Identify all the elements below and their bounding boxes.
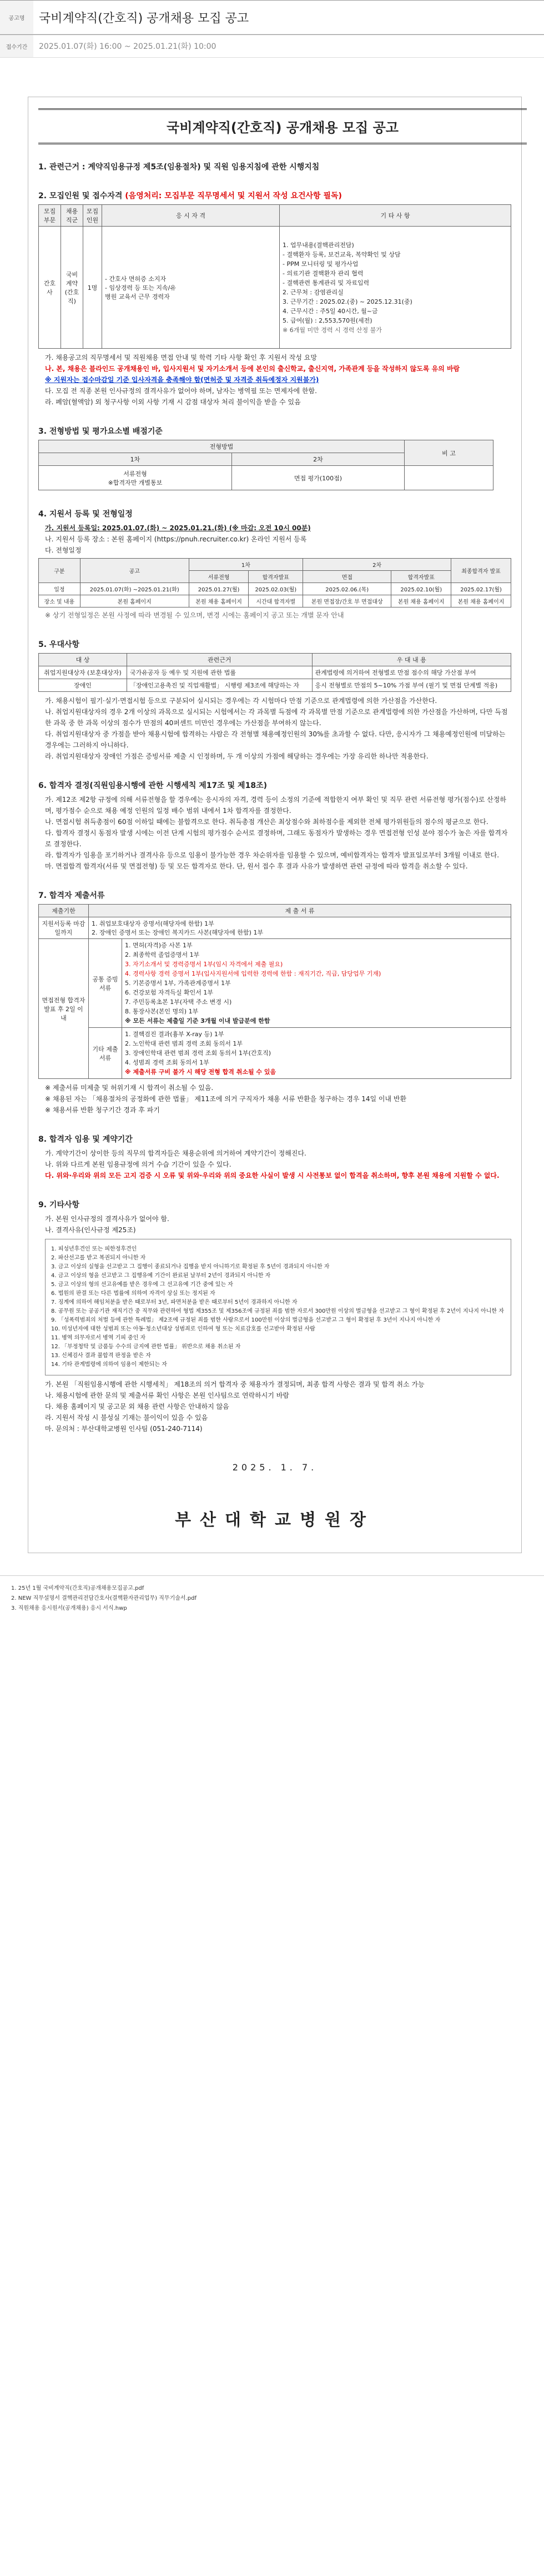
section-heading: 5. 우대사항	[38, 640, 80, 649]
title-label: 공고명	[0, 1, 33, 34]
section-pass-decision: 6. 합격자 결정(직원임용시행에 관한 시행세칙 제17조 및 제18조) 가. 제12조 제2항 규정에 의해 서류전형을 할 경우에는 응시자의 자격, 경력 등이 소정의 기준에 적합한지 여부 확인 및 직무 관련 서류전형 평가(점수)로 산정하며, 평가점수 순으로 채용 예정 인원의 일정 배수 범위 내에서 1차 합격자를 결정한다. 나. 면접시험 취득총점이 60점 이하일 때에는 불합격으로 한다. 취득총점 개산은 최상점수와 최하점수를 제외한 전체 평가위원들의 점수의 평균으로 한다. 다. 합격자 결정시 동점자 발생 시에는 이전 단계 시험의 평가점수 순서로 결정하며, 그래도 동점자가 발생하는 경우 면접전형 인성 분야 점수가 높은 자를 합격자로 결정한다. 라. 합격자가 임용을 포기하거나 결격사유 등으로 임용이 불가능한 경우 차순위자를 임용할 수 있으며, 예비합격자는 합격자 발표일로부터 3개월 이내로 한다. 마. 면접합격 합격자(서류 및 면접전형) 등 및 모든 합격자로 한다. 단, 원서 접수 후 결과 사유가 발생하면 관련 규정에 따라 합격을 취소할 수 있다.	[38, 780, 511, 872]
section-documents: 7. 합격자 제출서류 제출기한 제 출 서 류 지원서등록 마감일까지 1. 취업보호대상자 증명서(해당자에 한함) 1부 2. 장애인 증명서 또는 장애인 복지카드 사본(해당자에 한함) 1부 면접전형 합격자 발표 후 2일 이내 공통 증빙서류 1. 면허(자격)증 사본 1부 2. 최종학력 졸업증명서 1부 3. 자기소개서 및 경력증명서 1부(임시 자격에서 제출 필요) 4. 경력사항 경력 증명서 1부(입사지원서에 입력한 경력에 한함 : 재직기간, 직급, 담당업무 기재) 5. 기본증명서 1부, 가족관계증명서 1부 6. 건강보험 자격득실 확인서 1부 7. 주민등록초본 1부(자택 주소 변경 시) 8. 통장사본(본인 명의) 1부 ※ 모든 서류는 제출일 기준 3개월 이내 발급분에 한함 기타 제출서류 1. 결핵검진 결과(흉부 X-ray 등) 1부 2. 노인학대 관련 범죄 경력 조회 동의서 1부 3. 장애인학대 관련 범죄 경력 조회 동의서 1부(간호직) 4. 성범죄 경력 조회 동의서 1부 ※ 제출서류 구비 불가 시 해당 전형 합격 취소될 수 있음 ※ 제출서류 미제출 및 허위기재 시 합격이 취소될 수 있음. ※ 채용된 자는 「채용절차의 공정화에 관한 법률」 제11조에 의거 구직자가 채용 서류 반환을 청구하는 경우 14일 이내 반환 ※ 채용서류 반환 청구기간 경과 후 파기	[38, 890, 511, 1116]
section-heading: 1. 관련근거 : 계약직임용규정 제5조(임용절차) 및 직원 임용지침에 관한 시행지침	[38, 163, 320, 172]
header-period-row	[0, 34, 544, 58]
header-title-row	[0, 0, 544, 34]
notice-date: 2025. 1. 7.	[232, 1462, 318, 1473]
section-heading: 6. 합격자 결정(직원임용시행에 관한 시행세칙 제17조 및 제18조)	[38, 781, 267, 790]
recruitment-table: 모집부문 채용직군 모집인원 응 시 자 격 기 타 사 항 간호사 국비계약(간호직) 1명 - 간호사 면허증 소지자 - 임상경력 등 또는 지속/유 병원 교육서 근무 경력자 1. 업무내용(결핵관리전담) - 결핵환자 등록, 보건교육, 복약확인 및 상담 - PPM 모니터링 및 평가사업 - 의료기관 결핵환자 관리 협력 - 결핵관련 통계관리 및 자료입력 2. 근무처 : 감염관리실 3. 근무기간 : 2025.02.(중) ~ 2025.12.31(중) 4. 근무시간 : 주5일 40시간, 월~금 5. 급여(월) : 2,553,570원(세전) ※ 6개월 미만 경력 시 경력 산정 불가	[38, 204, 511, 349]
section-heading: 3. 전형방법 및 평가요소별 배점기준	[38, 427, 163, 436]
application-period: 2025.01.07(화) 16:00 ~ 2025.01.21(화) 10:00	[39, 42, 216, 51]
other-notes-cell: 1. 업무내용(결핵관리전담) - 결핵환자 등록, 보건교육, 복약확인 및 상담 - PPM 모니터링 및 평가사업 - 의료기관 결핵환자 관리 협력 - 결핵관련 통계관리 및 자료입력 2. 근무처 : 감염관리실 3. 근무기간 : 2025.02.(중) ~ 2025.12.31(중) 4. 근무시간 : 주5일 40시간, 월~금 5. 급여(월) : 2,553,570원(세전) ※ 6개월 미만 경력 시 경력 산정 불가	[280, 227, 511, 349]
attachments-list	[0, 1575, 544, 1621]
issuing-organization: 부산대학교병원장	[175, 1510, 375, 1530]
signature-block	[38, 1462, 511, 1530]
section-heading: 4. 지원서 등록 및 전형일정	[38, 510, 133, 519]
section-other: 9. 기타사항 가. 본원 인사규정의 결격사유가 없어야 함. 나. 결격사유(인사규정 제25조) 1. 피성년후견인 또는 피한정후견인 2. 파산선고를 받고 복권되지 아니한 자 3. 금고 이상의 실형을 선고받고 그 집행이 종료되거나 집행을 받지 아니하기로 확정된 후 5년이 경과되지 아니한 자 4. 금고 이상의 형을 선고받고 그 집행유예 기간이 완료된 날부터 2년이 경과되지 아니한 자 5. 금고 이상의 형의 선고유예를 받은 경우에 그 선고유예 기간 중에 있는 자 6. 법원의 판결 또는 다른 법률에 의하여 자격이 상실 또는 정지된 자 7. 징계에 의하여 해임처분을 받은 때로부터 3년, 파면처분을 받은 때로부터 5년이 경과하지 아니한 자 8. 공무원 또는 공공기관 재직기간 중 직무와 관련하여 형법 제355조 및 제356조에 규정된 죄를 범한 자로서 300만원 이상의 벌금형을 선고받고 그 형이 확정된 후 2년이 지나지 아니한 자 9. 「성폭력범죄의 처벌 등에 관한 특례법」 제2조에 규정된 죄를 범한 사람으로서 100만원 이상의 벌금형을 선고받고 그 형이 확정된 후 3년이 지나지 아니한 자 10. 미성년자에 대한 성범죄 또는 아동·청소년대상 성범죄로 인하여 형 또는 치료감호를 선고받아 확정된 사람 11. 병역 의무자로서 병역 기피 중인 자 12. 「부정청탁 및 금품등 수수의 금지에 관한 법률」 위반으로 채용 취소된 자 13. 신체검사 결과 불합격 판정을 받은 자 14. 기타 관계법령에 의하여 임용이 제한되는 자 가. 본원 「직원임용시행에 관한 시행세칙」 제18조의 의거 합격자 중 채용자가 결정되며, 최종 합격 사항은 결과 및 합격 취소 가능 나. 채용시험에 관한 문의 및 제출서류 확인 사항은 본원 인사팀으로 연락하시기 바람 다. 채용 홈페이지 및 공고문 외 채용 관련 사항은 안내하지 않음 라. 지원서 작성 시 불성실 기재는 불이익이 있을 수 있음 마. 문의처 : 부산대학교병원 인사팀 (051-240-7114)	[38, 1199, 511, 1434]
section-recruitment: 2. 모집인원 및 접수자격 (음영처리: 모집부문 직무명세서 및 지원서 작성 요건사항 필독) 모집부문 채용직군 모집인원 응 시 자 격 기 타 사 항 간호사 국비계약(간호직) 1명 - 간호사 면허증 소지자 - 임상경력 등 또는 지속/유 병원 교육서 근무 경력자 1. 업무내용(결핵관리전담) - 결핵환자 등록, 보건교육, 복약확인 및 상담 - PPM 모니터링 및 평가사업 - 의료기관 결핵환자 관리 협력 - 결핵관련 통계관리 및 자료입력 2. 근무처 : 감염관리실 3. 근무기간 : 2025.02.(중) ~ 2025.12.31(중) 4. 근무시간 : 주5일 40시간, 월~금 5. 급여(월) : 2,553,570원(세전) ※ 6개월 미만 경력 시 경력 산정 불가 가. 채용공고의 직무명세서 및 직원채용 면접 안내 및 학력 기타 사항 확인 후 지원서 작성 요망 나. 본, 채용은 블라인드 공개채용인 바, 입사지원서 및 자기소개서 등에 본인의 출신학교, 출신지역, 가족관계 등을 작성하지 않도록 유의 바람 ※ 지원자는 접수마감일 기준 입사자격을 충족해야 함(면허증 및 자격증 취득예정자 지원불가) 다. 모집 전 직종 본원 인사규정의 결격사유가 없어야 하며, 남자는 병역필 또는 면제자에 한함. 라. 폐암(혈액암) 외 청구사항 이외 사항 기재 시 감점 대상자 처리 불이익을 받을 수 있음	[38, 190, 511, 408]
section-heading: 8. 합격자 임용 및 계약기간	[38, 1135, 133, 1144]
notice-document	[28, 97, 522, 1553]
section-schedule: 4. 지원서 등록 및 전형일정 가. 지원서 등록일: 2025.01.07.(화) ~ 2025.01.21.(화) (※ 마감: 오전 10시 00분) 나. 지원서 등록 장소 : 본원 홈페이지 (https://pnuh.recruiter.co.kr) 온라인 지원서 등록 다. 전형일정 구분 공고 1차 2차 최종합격자 발표 서류전형 합격자발표 면접 합격자발표 일정 2025.01.07(화) ~2025.01.21(화) 2025.01.27(월) 2025.02.03(월) 2025.02.06.(목) 2025.02.10(월) 2025.02.17(월) 장소 및 내용 본원 홈페이지 본원 채용 홈페이지 시간대 합격자별 본원 면접장/간호 부 면접대상 본원 채용 홈페이지 본원 채용 홈페이지 ※ 상기 전형일정은 본원 사정에 따라 변경될 수 있으며, 변경 시에는 홈페이지 공고 또는 개별 문자 안내	[38, 508, 511, 621]
section-heading: 7. 합격자 제출서류	[38, 891, 105, 900]
disqualification-box: 1. 피성년후견인 또는 피한정후견인 2. 파산선고를 받고 복권되지 아니한 자 3. 금고 이상의 실형을 선고받고 그 집행이 종료되거나 집행을 받지 아니하기로 확정된 후 5년이 경과되지 아니한 자 4. 금고 이상의 형을 선고받고 그 집행유예 기간이 완료된 날부터 2년이 경과되지 아니한 자 5. 금고 이상의 형의 선고유예를 받은 경우에 그 선고유예 기간 중에 있는 자 6. 법원의 판결 또는 다른 법률에 의하여 자격이 상실 또는 정지된 자 7. 징계에 의하여 해임처분을 받은 때로부터 3년, 파면처분을 받은 때로부터 5년이 경과하지 아니한 자 8. 공무원 또는 공공기관 재직기간 중 직무와 관련하여 형법 제355조 및 제356조에 규정된 죄를 범한 자로서 300만원 이상의 벌금형을 선고받고 그 형이 확정된 후 2년이 지나지 아니한 자 9. 「성폭력범죄의 처벌 등에 관한 특례법」 제2조에 규정된 죄를 범한 사람으로서 100만원 이상의 벌금형을 선고받고 그 형이 확정된 후 3년이 지나지 아니한 자 10. 미성년자에 대한 성범죄 또는 아동·청소년대상 성범죄로 인하여 형 또는 치료감호를 선고받아 확정된 사람 11. 병역 의무자로서 병역 기피 중인 자 12. 「부정청탁 및 금품등 수수의 금지에 관한 법률」 위반으로 채용 취소된 자 13. 신체검사 결과 불합격 판정을 받은 자 14. 기타 관계법령에 의하여 임용이 제한되는 자	[45, 1239, 511, 1375]
section-heading: 2. 모집인원 및 접수자격 (음영처리: 모집부문 직무명세서 및 지원서 작성 요건사항 필독)	[38, 192, 342, 200]
attachment-link[interactable]: 2. NEW 직무설명서 결핵관리전담간호사(결핵환자관리업무) 직무기술서.pdf	[11, 1595, 197, 1601]
section-selection-method	[38, 425, 511, 490]
section-appointment: 8. 합격자 임용 및 계약기간 가. 계약기간이 상이한 등의 직무의 합격자들은 채용순위에 의거하여 계약기간이 정해진다. 나. 위와 다르게 본원 임용규정에 의거 수습 기간이 있을 수 있다. 다. 위와·우리와 위의 모든 고지 검증 시 오류 및 위와·우리와 위의 중요한 사실이 발생 시 사전통보 없이 합격을 취소하며, 향후 본원 채용에 지원할 수 없다.	[38, 1133, 511, 1181]
page-title: 국비계약직(간호직) 공개채용 모집 공고	[39, 11, 249, 26]
schedule-table: 구분 공고 1차 2차 최종합격자 발표 서류전형 합격자발표 면접 합격자발표 일정 2025.01.07(화) ~2025.01.21(화) 2025.01.27(월) 2025.02.03(월) 2025.02.06.(목) 2025.02.10(월) 2025.02.17(월) 장소 및 내용 본원 홈페이지 본원 채용 홈페이지 시간대 합격자별 본원 면접장/간호 부 면접대상 본원 채용 홈페이지 본원 채용 홈페이지	[38, 558, 511, 607]
attachment-link[interactable]: 1. 25년 1월 국비계약직(간호직)공개채용모집공고.pdf	[11, 1585, 144, 1591]
section-preference: 5. 우대사항 대 상 관련근거 우 대 내 용 취업지원대상자 (보훈대상자) 국가유공자 등 예우 및 지원에 관한 법률 관계법령에 의거하여 전형별로 만점 점수의 해당 가산점 부여 장애인 「장애인고용촉진 및 직업재활법」 시행령 제3조에 해당하는 자 응시 전형별로 만점의 5~10% 가점 부여 (필기 및 면접 단계별 적용) 가. 채용시험이 필기·실기·면접시험 등으로 구분되어 실시되는 경우에는 각 시험마다 만점 기준으로 관계법령에 의한 가산점을 가산한다. 나. 취업지원대상자의 경우 2개 이상의 과목으로 실시되는 시험에서는 각 과목별 득점에 각 과목별 만점 기준으로 관계법령에 의한 가산점을 가산하며, 다만 득점한 과목 중 한 과목 이상의 점수가 만점의 40퍼센트 미만인 경우에는 가산점을 부여하지 않는다. 다. 취업지원대상자 중 가점을 받아 채용시험에 합격하는 사람은 각 전형별 채용예정인원의 30%를 초과할 수 없다. 다만, 응시자가 그 채용예정인원에 미달하는 경우에는 그러하지 아니하다. 라. 취업지원대상자 장애인 가점은 증빙서류 제출 시 인정하며, 두 개 이상의 가점에 해당하는 경우에는 가장 유리한 하나만 적용한다.	[38, 639, 511, 762]
period-label: 접수기간	[0, 35, 33, 57]
attachment-link[interactable]: 3. 직원채용 응시원서(공개채용) 응시 서식.hwp	[11, 1605, 127, 1611]
section-heading: 9. 기타사항	[38, 1201, 80, 1209]
preference-table: 대 상 관련근거 우 대 내 용 취업지원대상자 (보훈대상자) 국가유공자 등 예우 및 지원에 관한 법률 관계법령에 의거하여 전형별로 만점 점수의 해당 가산점 부여 장애인 「장애인고용촉진 및 직업재활법」 시행령 제3조에 해당하는 자 응시 전형별로 만점의 5~10% 가점 부여 (필기 및 면접 단계별 적용)	[38, 653, 511, 692]
section-legal-basis	[38, 161, 511, 172]
document-title: 국비계약직(간호직) 공개채용 모집 공고	[38, 108, 527, 144]
documents-table: 제출기한 제 출 서 류 지원서등록 마감일까지 1. 취업보호대상자 증명서(해당자에 한함) 1부 2. 장애인 증명서 또는 장애인 복지카드 사본(해당자에 한함) 1부 면접전형 합격자 발표 후 2일 이내 공통 증빙서류 1. 면허(자격)증 사본 1부 2. 최종학력 졸업증명서 1부 3. 자기소개서 및 경력증명서 1부(임시 자격에서 제출 필요) 4. 경력사항 경력 증명서 1부(입사지원서에 입력한 경력에 한함 : 재직기간, 직급, 담당업무 기재) 5. 기본증명서 1부, 가족관계증명서 1부 6. 건강보험 자격득실 확인서 1부 7. 주민등록초본 1부(자택 주소 변경 시) 8. 통장사본(본인 명의) 1부 ※ 모든 서류는 제출일 기준 3개월 이내 발급분에 한함 기타 제출서류 1. 결핵검진 결과(흉부 X-ray 등) 1부 2. 노인학대 관련 범죄 경력 조회 동의서 1부 3. 장애인학대 관련 범죄 경력 조회 동의서 1부(간호직) 4. 성범죄 경력 조회 동의서 1부 ※ 제출서류 구비 불가 시 해당 전형 합격 취소될 수 있음	[38, 904, 511, 1079]
qualification-cell: - 간호사 면허증 소지자 - 임상경력 등 또는 지속/유 병원 교육서 근무 경력자	[102, 227, 280, 349]
selection-table: 전형방법 비 고 1차 2차 서류전형 ※합격자만 개별통보 면접 평가(100점)	[38, 440, 493, 490]
